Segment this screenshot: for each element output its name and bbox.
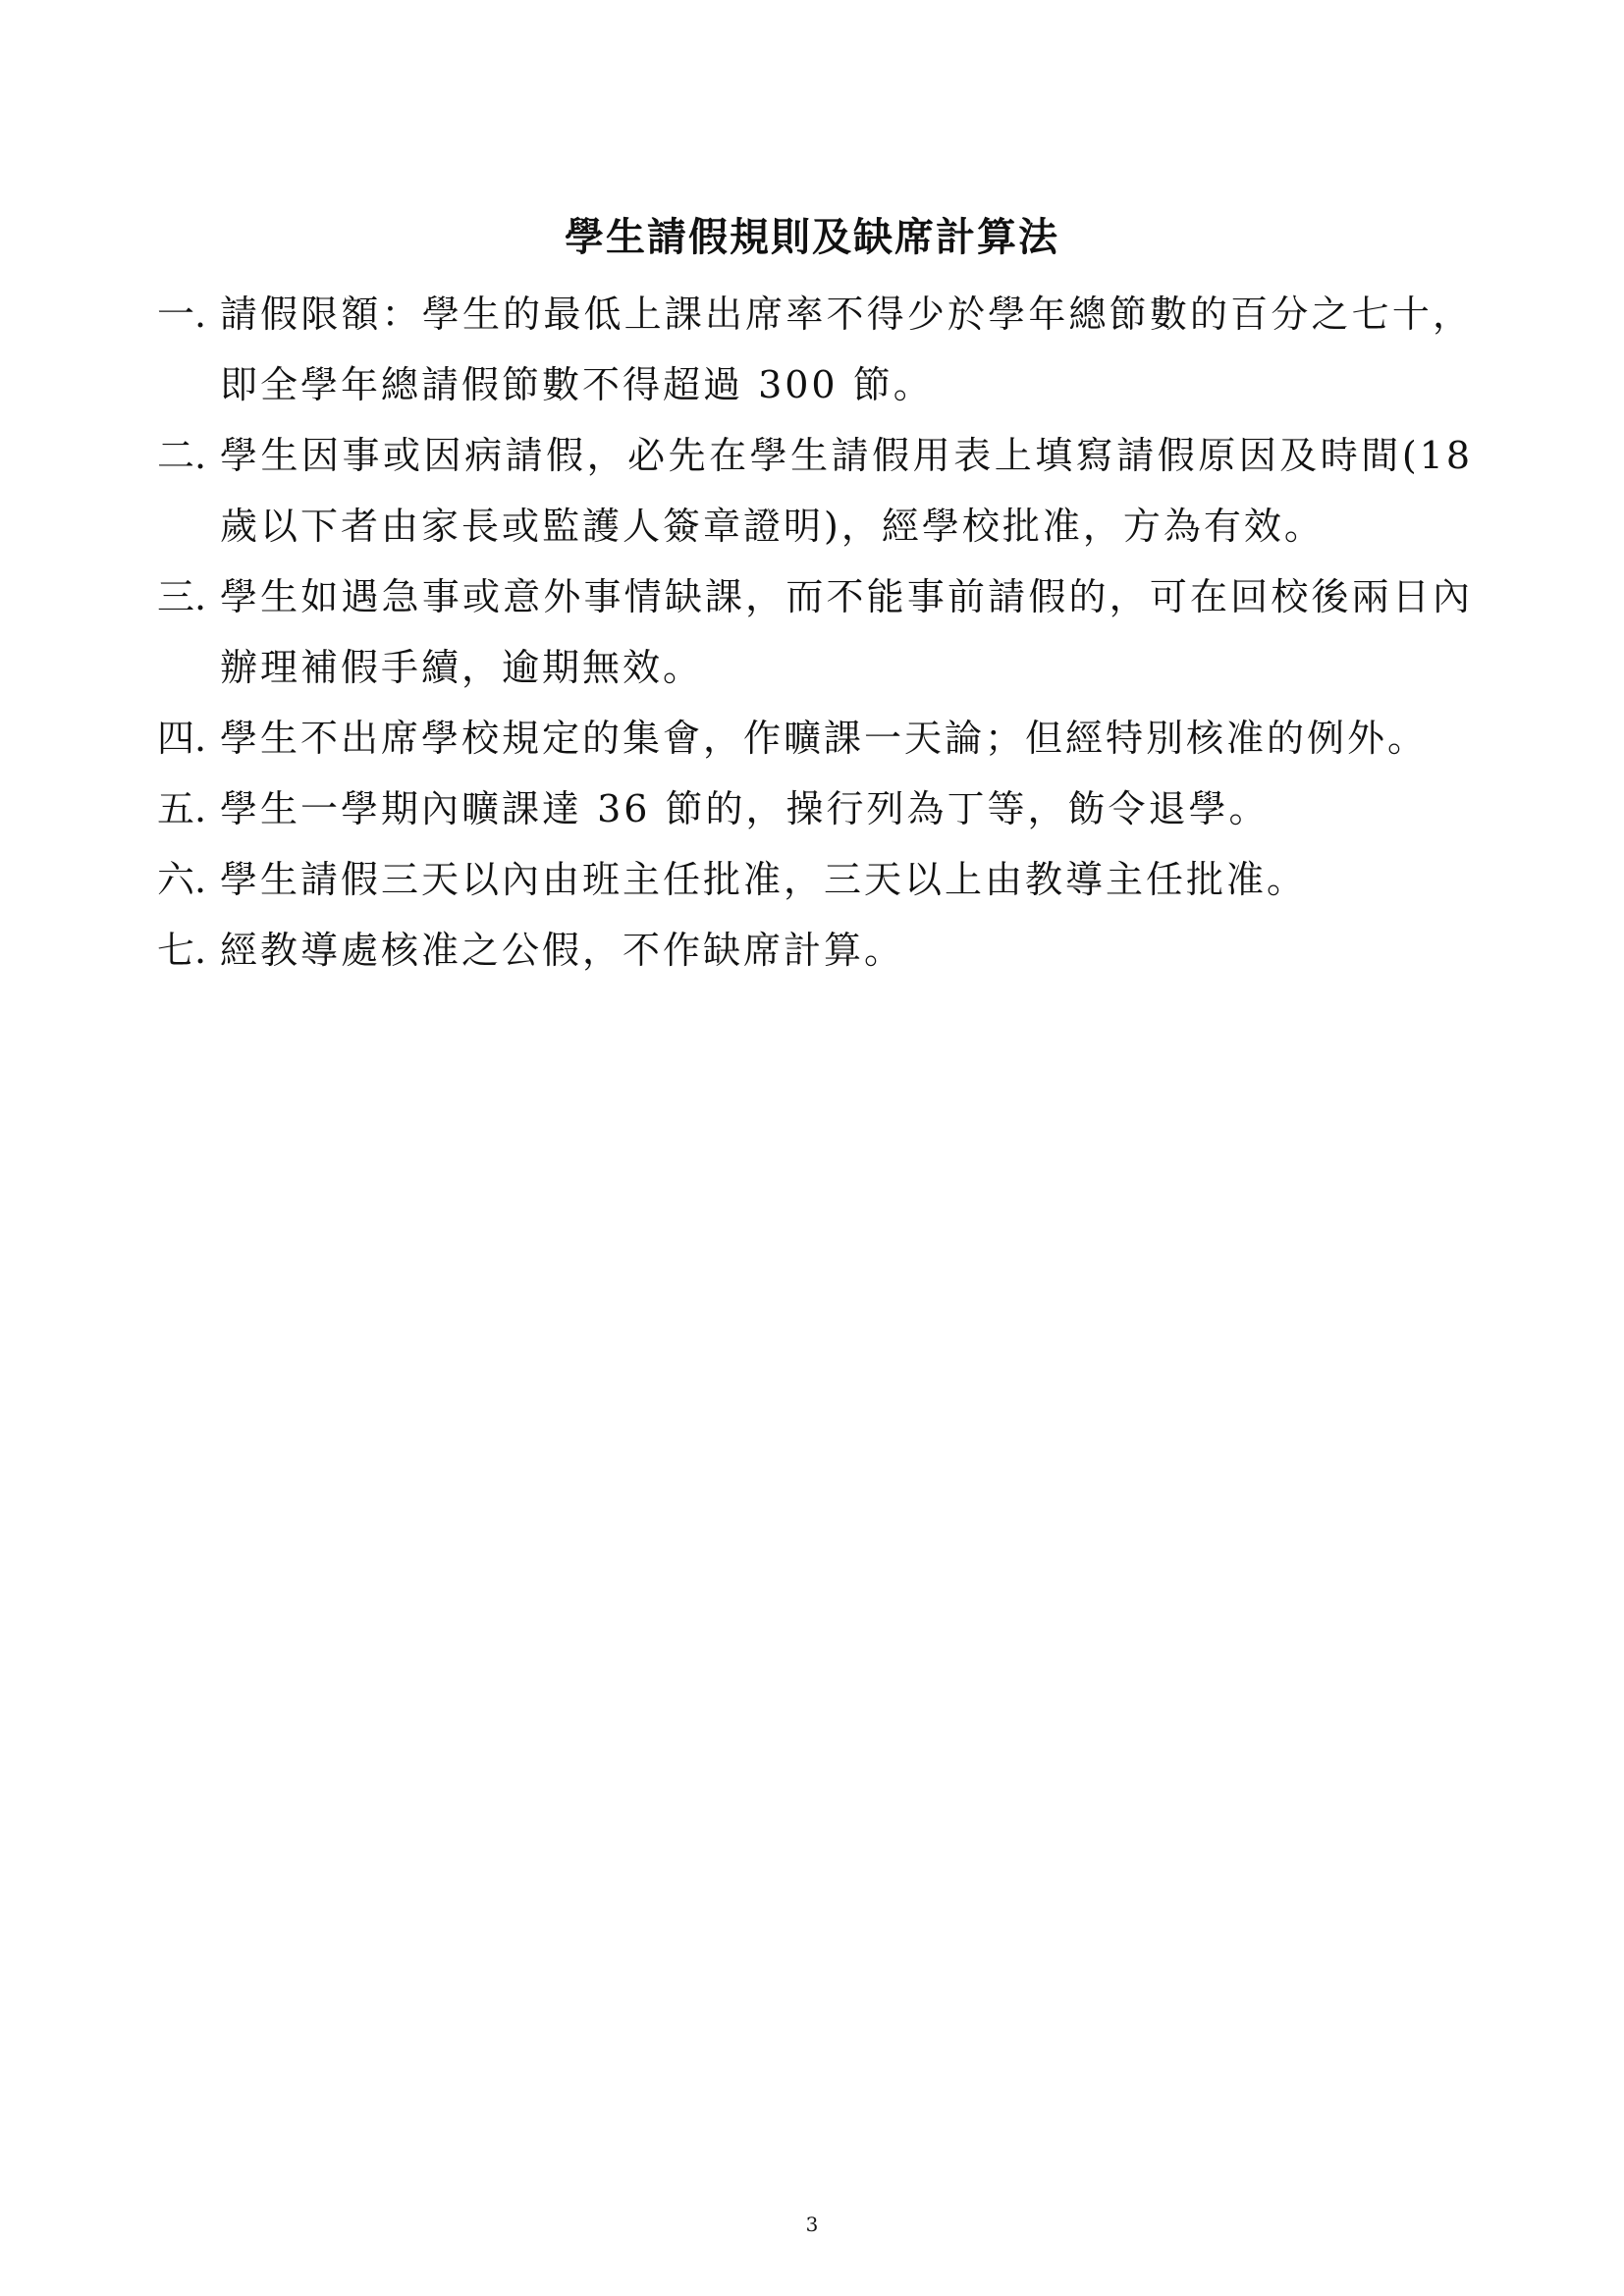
page-number: 3: [805, 2213, 819, 2236]
rule-number: 三.: [157, 575, 207, 618]
rule-text: 經教導處核准之公假，不作缺席計算。: [220, 929, 905, 972]
rule-text: 學生因事或因病請假，必先在學生請假用表上填寫請假原因及時間(18 歲以下者由家長或監護人簽章證明)，經學校批准，方為有效。: [220, 434, 1473, 548]
rule-text: 請假限額：學生的最低上課出席率不得少於學年總節數的百分之七十，即全學年總請假節數不得超過 300 節。: [220, 293, 1473, 406]
rule-item: [157, 279, 1473, 420]
rule-number: 二.: [157, 434, 207, 477]
rule-item: [157, 420, 1473, 561]
rule-number: 七.: [157, 929, 207, 972]
rule-text: 學生如遇急事或意外事情缺課，而不能事前請假的，可在回校後兩日內辦理補假手續，逾期無效。: [220, 575, 1473, 689]
document-title: 學生請假規則及缺席計算法: [565, 214, 1059, 260]
rule-item: [157, 844, 1473, 915]
rule-text: 學生不出席學校規定的集會，作曠課一天論；但經特別核准的例外。: [220, 717, 1429, 760]
rule-text: 學生一學期內曠課達 36 節的，操行列為丁等，飭令退學。: [220, 787, 1270, 830]
rule-number: 五.: [157, 787, 207, 830]
rule-item: [157, 915, 1473, 986]
rule-number: 六.: [157, 858, 207, 901]
rules-list: [157, 279, 1473, 986]
rule-text: 學生請假三天以內由班主任批准，三天以上由教導主任批准。: [220, 858, 1308, 901]
rule-item: [157, 561, 1473, 703]
rule-item: [157, 774, 1473, 844]
rule-item: [157, 703, 1473, 774]
rule-number: 一.: [157, 293, 207, 336]
rule-number: 四.: [157, 717, 207, 760]
